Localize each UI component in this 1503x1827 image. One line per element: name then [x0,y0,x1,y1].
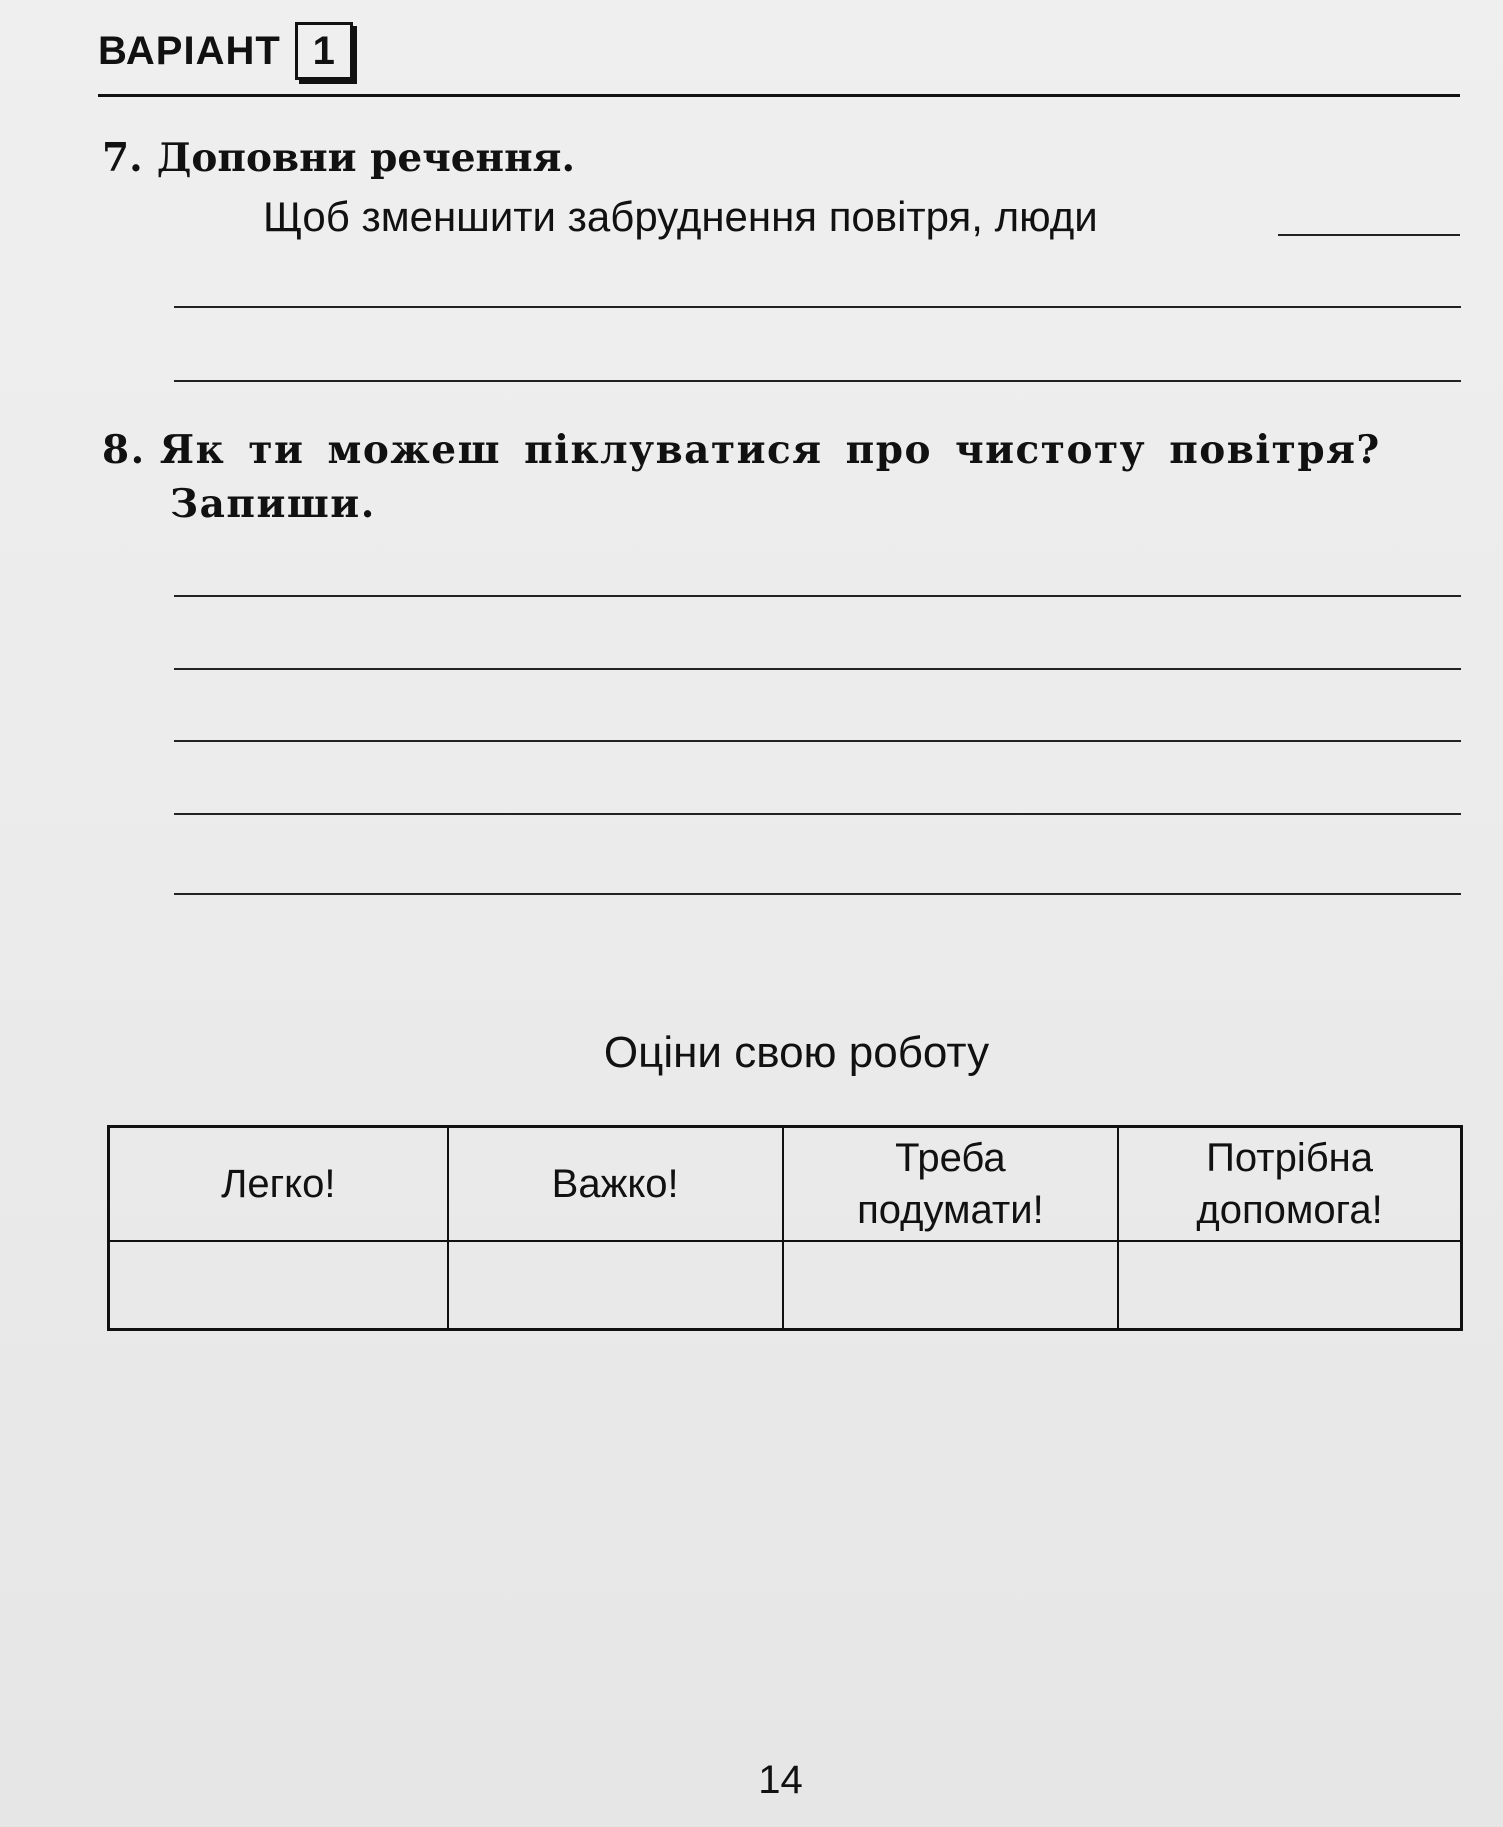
task-8-answer-line[interactable] [174,893,1461,895]
task-8-answer-line[interactable] [174,740,1461,742]
mark-cell-easy[interactable] [109,1241,448,1330]
task-8-answer-line[interactable] [174,813,1461,815]
task-7-answer-line[interactable] [174,380,1461,382]
self-assessment-table [107,1125,1463,1331]
option-hard: Важко! [448,1127,783,1242]
variant-number-box: 1 [295,22,353,80]
header-divider [98,94,1460,97]
mark-cell-need-think[interactable] [783,1241,1118,1330]
task-7-number: 7. [102,135,143,181]
task-8-text-line2: Запиши. [170,481,376,527]
task-7-text: Доповни речення. [156,135,576,181]
task-7-answer-line[interactable] [174,306,1461,308]
self-assessment-title: Оціни свою роботу [603,1028,990,1077]
task-8-text-line1: Як ти можеш піклуватися про чистоту повітря? [159,427,1381,473]
mark-cell-need-help[interactable] [1118,1241,1461,1330]
variant-header [98,22,353,80]
page-number: 14 [758,1758,803,1802]
task-8-title [102,427,1462,527]
variant-label: ВАРІАНТ [98,28,281,73]
task-7-title [102,135,575,181]
task-7-blank-inline[interactable] [1278,234,1460,236]
task-8-answer-line[interactable] [174,668,1461,670]
option-need-think: Треба подумати! [783,1127,1118,1242]
task-8-number: 8. [102,427,146,473]
task-7-sentence: Щоб зменшити забруднення повітря, люди [263,193,1098,240]
option-need-help: Потрібна допомога! [1118,1127,1461,1242]
self-assessment-header-row [109,1127,1462,1242]
self-assessment-mark-row [109,1241,1462,1330]
task-8-answer-line[interactable] [174,595,1461,597]
mark-cell-hard[interactable] [448,1241,783,1330]
option-easy: Легко! [109,1127,448,1242]
